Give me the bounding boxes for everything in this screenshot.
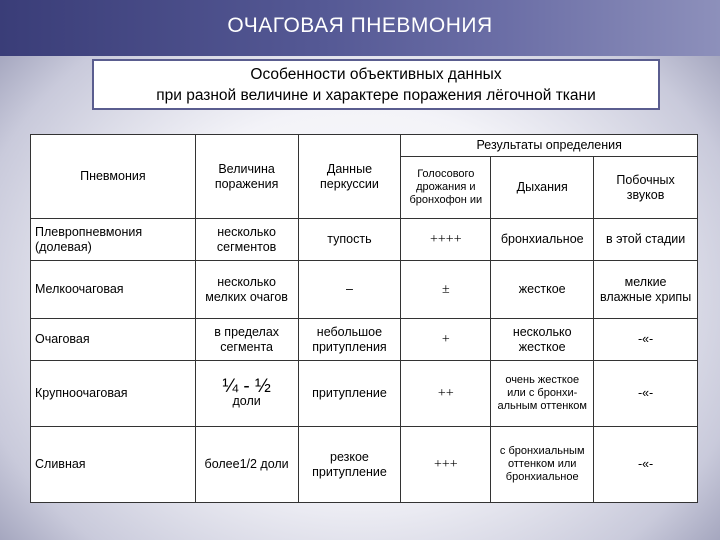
table-header-row: [31, 135, 698, 157]
cell-breathing: бронхиальное: [491, 219, 594, 261]
cell-fremitus: ±: [401, 261, 491, 319]
subtitle-line-2: при разной величине и характере поражения лёгочной ткани: [156, 87, 596, 104]
col-header-pneumonia: Пневмония: [31, 135, 196, 219]
cell-breathing: несколько жесткое: [491, 319, 594, 361]
cell-pneumonia: Мелкоочаговая: [31, 261, 196, 319]
pneumonia-table: [30, 134, 698, 503]
title-bar: [0, 0, 720, 56]
cell-size: в пределах сегмента: [195, 319, 298, 361]
cell-percussion: небольшое притупления: [298, 319, 401, 361]
table-row: [31, 319, 698, 361]
col-header-breathing: Дыхания: [491, 157, 594, 219]
cell-extra: -«-: [594, 361, 698, 427]
cell-pneumonia: Плевропневмония (долевая): [31, 219, 196, 261]
cell-pneumonia: Крупноочаговая: [31, 361, 196, 427]
cell-extra: в этой стадии: [594, 219, 698, 261]
cell-breathing: жесткое: [491, 261, 594, 319]
table-row: [31, 261, 698, 319]
page-title: ОЧАГОВАЯ ПНЕВМОНИЯ: [227, 14, 493, 37]
cell-fremitus: +: [401, 319, 491, 361]
cell-percussion: тупость: [298, 219, 401, 261]
table-row: [31, 361, 698, 427]
cell-breathing: очень жесткое или с бронхи-альным оттенком: [491, 361, 594, 427]
table-row: [31, 427, 698, 503]
col-header-fremitus: Голосового дрожания и бронхофон ии: [401, 157, 491, 219]
col-header-extra: Побочных звуков: [594, 157, 698, 219]
subtitle-box: [92, 59, 660, 110]
col-header-results: Результаты определения: [401, 135, 698, 157]
cell-fremitus: ++++: [401, 219, 491, 261]
cell-fremitus: +++: [401, 427, 491, 503]
cell-breathing: с бронхиальным оттенком или бронхиальное: [491, 427, 594, 503]
col-header-percussion: Данные перкуссии: [298, 135, 401, 219]
cell-pneumonia: Очаговая: [31, 319, 196, 361]
table-row: [31, 219, 698, 261]
cell-percussion: притупление: [298, 361, 401, 427]
cell-size: [195, 361, 298, 427]
subtitle-line-1: Особенности объективных данных: [250, 66, 502, 83]
cell-extra: -«-: [594, 427, 698, 503]
cell-size: несколько сегментов: [195, 219, 298, 261]
cell-pneumonia: Сливная: [31, 427, 196, 503]
size-fraction: ¼ - ½: [222, 375, 271, 397]
cell-size: несколько мелких очагов: [195, 261, 298, 319]
cell-extra: -«-: [594, 319, 698, 361]
size-unit: доли: [232, 393, 261, 408]
col-header-size: Величина поражения: [195, 135, 298, 219]
cell-fremitus: ++: [401, 361, 491, 427]
cell-percussion: –: [298, 261, 401, 319]
cell-extra: мелкие влажные хрипы: [594, 261, 698, 319]
cell-size: более1/2 доли: [195, 427, 298, 503]
cell-percussion: резкое притупление: [298, 427, 401, 503]
